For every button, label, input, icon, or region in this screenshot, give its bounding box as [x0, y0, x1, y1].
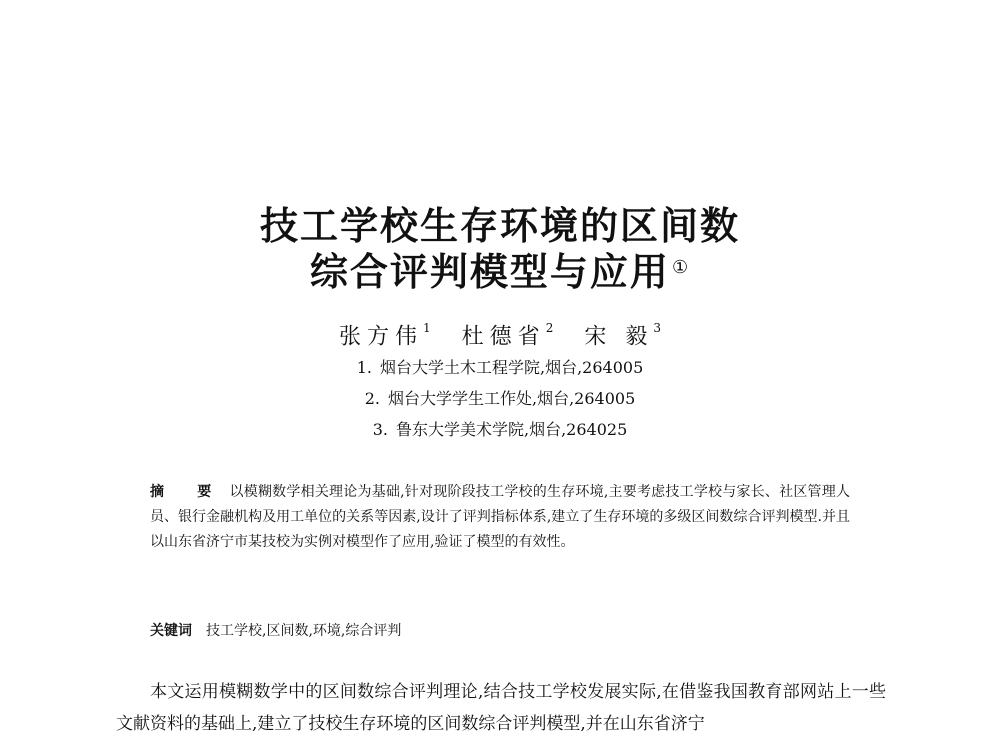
affiliation-2-text: 烟台大学学生工作处,烟台,264005	[388, 389, 636, 408]
abstract	[150, 480, 850, 555]
abstract-label: 摘 要	[150, 484, 226, 500]
abstract-text: 以模糊数学相关理论为基础,针对现阶段技工学校的生存环境,主要考虑技工学校与家长、社区管理人员、银行金融机构及用工单位的关系等因素,设计了评判指标体系,建立了生存环境的多级区间数综合评判模型.并且以山东省济宁市某技校为实例对模型作了应用,验证了模型的有效性。	[150, 484, 850, 550]
affiliation-3-text: 鲁东大学美术学院,烟台,264025	[396, 420, 628, 439]
affiliation-1	[0, 356, 1000, 380]
author-2-name: 杜德省	[461, 324, 546, 350]
affiliation-2	[0, 387, 1000, 411]
affiliation-3	[0, 418, 1000, 442]
author-3	[584, 316, 661, 352]
author-2	[462, 316, 554, 352]
title-footnote-mark: ①	[671, 257, 691, 278]
affiliation-1-number: 1.	[356, 358, 372, 377]
affiliation-1-text: 烟台大学土木工程学院,烟台,264005	[380, 358, 644, 377]
body-paragraph	[116, 676, 886, 740]
author-2-affil-mark: 2	[545, 321, 554, 335]
paper-title-line-1	[0, 203, 1000, 249]
keywords	[150, 620, 850, 642]
affiliation-3-number: 3.	[372, 420, 388, 439]
keywords-label: 关键词	[150, 623, 192, 639]
author-1-affil-mark: 1	[423, 321, 431, 335]
author-3-name: 宋 毅	[584, 324, 654, 350]
affiliation-2-number: 2.	[364, 389, 380, 408]
body-paragraph-text: 本文运用模糊数学中的区间数综合评判理论,结合技工学校发展实际,在借鉴我国教育部网站上一些文献资料的基础上,建立了技校生存环境的区间数综合评判模型,并在山东省济宁	[116, 682, 886, 734]
author-1	[339, 316, 431, 352]
author-3-affil-mark: 3	[653, 321, 661, 335]
title-line-2-text: 综合评判模型与应用	[309, 250, 670, 294]
paper-title-line-2	[0, 249, 1000, 295]
author-1-name: 张方伟	[339, 324, 424, 350]
author-list	[0, 316, 1000, 352]
keywords-text: 技工学校,区间数,环境,综合评判	[206, 623, 402, 639]
title-line-1-text: 技工学校生存环境的区间数	[259, 204, 740, 248]
